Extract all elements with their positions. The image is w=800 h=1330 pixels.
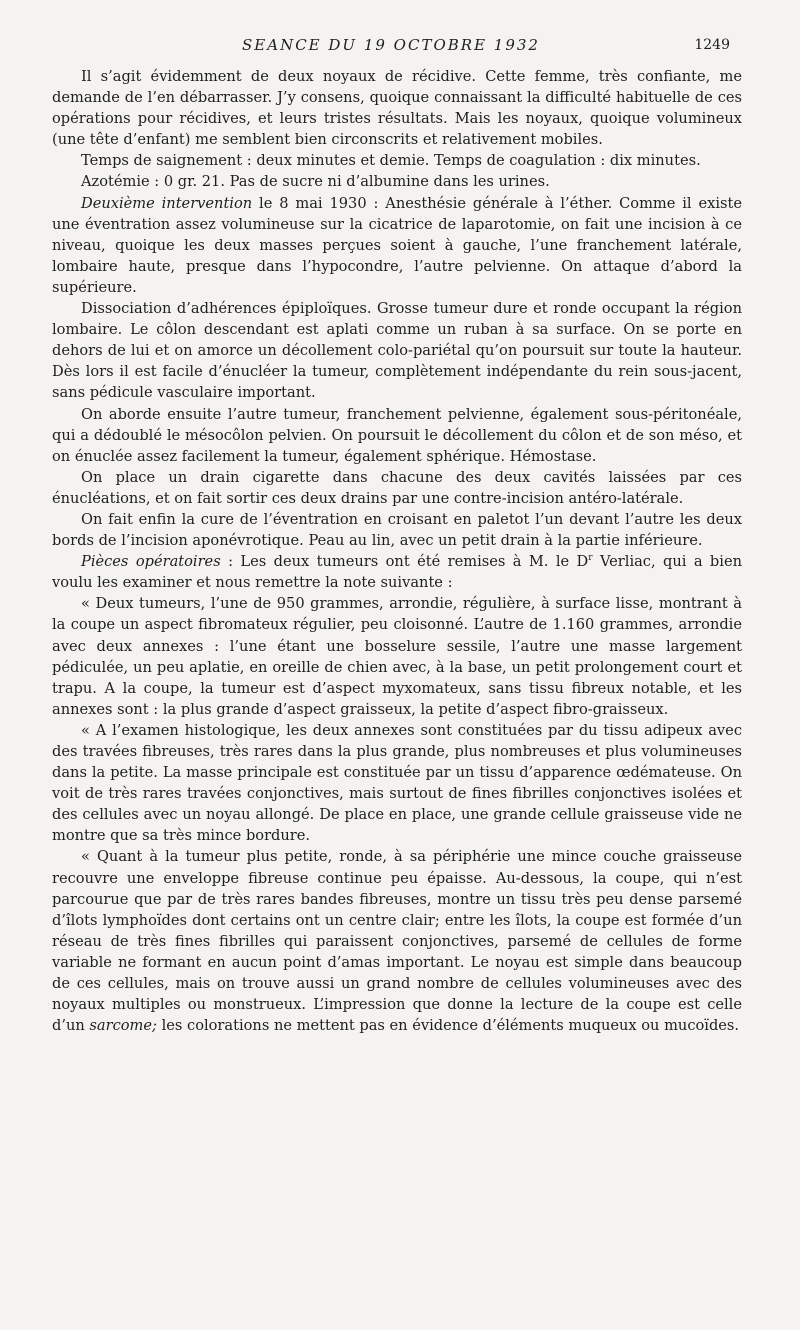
paragraph-2: Temps de saignement : deux minutes et demie. Temps de coagulation : dix minutes. xyxy=(81,152,701,170)
paragraph-8: On fait enfin la cure de l’éventration en croisant en paletot l’un devant l’autre les deux bords de l’incision aponévrotique. Peau au lin, avec un petit drain à la partie inférieure. xyxy=(52,510,742,550)
paragraph-12: « Quant à la tumeur plus petite, ronde, à sa périphérie une mince couche graisseuse recouvre une enveloppe fibreuse continue peu épaisse. Au-dessous, la coupe, qui n’est parcourue que par de très rares bandes fibreuses, montre un tissu très peu dense parsemé d’îlots lymphoïdes dont certains ont un centre clair; entre les îlots, la coupe est formée d’un réseau de très fines fibrilles qui paraissent conjonctives, parsemé de cellules de forme variable ne formant en aucun point d’amas important. Le noyau est simple dans beaucoup de ces cellules, mais on trouve aussi un grand nombre de cellules volumineuses avec des noyaux multiples ou monstrueux. L’impression que donne la lecture de la coupe est celle d’un sarcome; les colorations ne mettent pas en évidence d’éléments muqueux ou mucoïdes. xyxy=(52,848,742,1035)
body-text xyxy=(52,66,742,1036)
paragraph-7: On place un drain cigarette dans chacune des deux cavités laissées par ces énucléations, et on fait sortir ces deux drains par une contre-incision antéro-latérale. xyxy=(52,468,742,507)
paragraph-4: Deuxième intervention le 8 mai 1930 : Anesthésie générale à l’éther. Comme il existe une éventration assez volumineuse sur la cicatrice de laparotomie, on fait une incision à ce niveau, quoique les deux masses perçues soient à gauche, l’une franchement latérale, lombaire haute, presque dans l’hypocondre, l’autre pelvienne. On attaque d’abord la supérieure. xyxy=(52,194,742,296)
paragraph-3: Azotémie : 0 gr. 21. Pas de sucre ni d’albumine dans les urines. xyxy=(81,173,550,191)
page-header xyxy=(52,34,730,56)
paragraph-6: On aborde ensuite l’autre tumeur, franchement pelvienne, également sous-péritonéale, qui a dédoublé le mésocôlon pelvien. On poursuit le décollement du côlon et de son méso, et on énuclée assez facilement la tumeur, également sphérique. Hémostase. xyxy=(52,405,742,465)
paragraph-10: « Deux tumeurs, l’une de 950 grammes, arrondie, régulière, à surface lisse, montrant à la coupe un aspect fibromateux régulier, peu cloisonné. L’autre de 1.160 grammes, arrondie avec deux annexes : l’une étant une bosselure sessile, l’autre une masse largement pédiculée, un peu aplatie, en oreille de chien avec, à la base, un petit prolongement court et trapu. A la coupe, la tumeur est d’aspect myxomateux, sans tissu fibreux notable, et les annexes sont : la plus grande d’aspect graisseux, la petite d’aspect fibro-graisseux. xyxy=(52,595,742,718)
paragraph-1: Il s’agit évidemment de deux noyaux de récidive. Cette femme, très confiante, me demande de l’en débarrasser. J’y consens, quoique connaissant la difficulté habituelle de ces opérations pour récidives, et leurs tristes résultats. Mais les noyaux, quoique volumineux (une tête d’enfant) me semblent bien circonscrits et relativement mobiles. xyxy=(52,68,742,149)
running-head: SEANCE DU 19 OCTOBRE 1932 xyxy=(242,36,540,54)
emphasis-sarcome: sarcome; xyxy=(89,1017,157,1035)
superscript-r: r xyxy=(588,553,593,564)
paragraph-11: « A l’examen histologique, les deux annexes sont constituées par du tissu adipeux avec des travées fibreuses, très rares dans la plus grande, plus nombreuses et plus volumineuses dans la petite. La masse principale est constituée par un tissu d’apparence œdémateuse. On voit de très rares travées conjonctives, mais surtout de fines fibrilles conjonctives isolées et des cellules avec un noyau allongé. De place en place, une grande cellule graisseuse vide ne montre que sa très mince bordure. xyxy=(52,721,742,845)
page-number: 1249 xyxy=(694,37,730,53)
paragraph-9: Pièces opératoires : Les deux tumeurs ont été remises à M. le $D^r$ Verliac, qui a bien voulu les examiner et nous remettre la note suivante : xyxy=(52,553,742,592)
section-lead-deuxieme-intervention: Deuxième intervention xyxy=(81,194,253,212)
section-lead-pieces-operatoires: Pièces opératoires xyxy=(81,553,221,571)
paragraph-5: Dissociation d’adhérences épiploïques. Grosse tumeur dure et ronde occupant la région lombaire. Le côlon descendant est aplati comme un ruban à sa surface. On se porte en dehors de lui et on amorce un décollement colo-pariétal qu’on poursuit sur toute la hauteur. Dès lors il est facile d’énucléer la tumeur, complètement indépendante du rein sous-jacent, sans pédicule vasculaire important. xyxy=(52,300,742,402)
